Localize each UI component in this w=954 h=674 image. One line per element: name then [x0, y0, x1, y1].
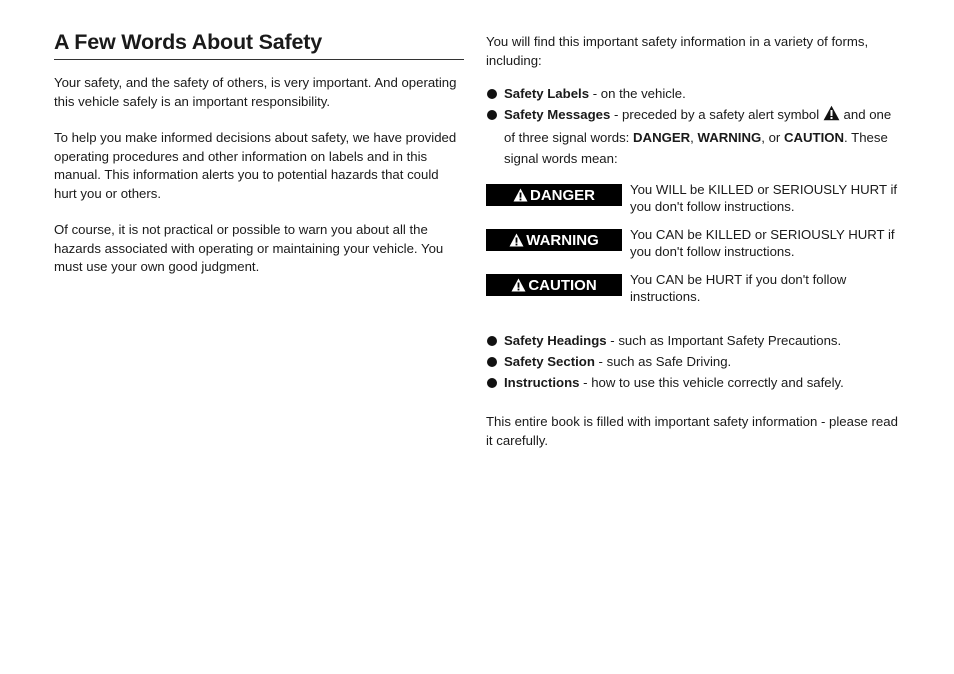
caution-label: CAUTION [528, 276, 597, 294]
alert-triangle-icon [511, 278, 526, 292]
signal-row-caution [486, 271, 900, 316]
left-column [54, 30, 464, 277]
desc-safety-labels: - on the vehicle. [589, 86, 686, 101]
warning-label: WARNING [526, 231, 599, 249]
list-item-safety-messages [486, 104, 900, 169]
signal-words-table [486, 181, 900, 316]
desc-instructions: - how to use this vehicle correctly and safely. [579, 375, 844, 390]
alert-triangle-icon [513, 188, 528, 202]
desc-safety-messages-tail: . These signal words mean: [504, 130, 888, 166]
list-item-safety-labels [486, 83, 900, 104]
closing-paragraph: This entire book is filled with important safety information - please read it carefully. [486, 414, 898, 448]
page-title: A Few Words About Safety [54, 30, 464, 60]
word-caution: CAUTION [783, 130, 845, 145]
caution-badge [486, 274, 622, 296]
danger-label: DANGER [529, 186, 595, 204]
bullet-icon [487, 110, 497, 120]
list-item-instructions [486, 372, 900, 393]
safety-alert-icon [823, 105, 840, 127]
caution-description: You CAN be HURT if you don't follow instructions. [630, 272, 847, 304]
forms-list [486, 83, 900, 169]
term-safety-section: Safety Section [504, 354, 595, 369]
desc-safety-headings: - such as Important Safety Precautions. [606, 333, 842, 348]
alert-triangle-icon [509, 233, 524, 247]
bullet-icon [487, 378, 497, 388]
paragraph-informed-decisions: To help you make informed decisions about safety, we have provided operating procedures and other information on labels and in this manual. This information alerts you to potential hazards that could hurt you or others. [54, 130, 457, 201]
desc-safety-messages-a: - preceded by a safety alert symbol [610, 107, 823, 122]
signal-row-warning [486, 226, 900, 271]
signal-row-danger [486, 181, 900, 226]
list-item-safety-section [486, 351, 900, 372]
more-forms-list [486, 330, 900, 393]
bullet-icon [487, 336, 497, 346]
bullet-icon [487, 357, 497, 367]
paragraph-intro: Your safety, and the safety of others, is very important. And operating this vehicle safely is an important responsibility. [54, 75, 457, 109]
right-column [486, 33, 900, 450]
term-instructions: Instructions [504, 375, 580, 390]
sep-1: , [690, 130, 698, 145]
forms-intro: You will find this important safety information in a variety of forms, including: [486, 34, 869, 68]
word-danger: DANGER [633, 130, 691, 145]
list-item-safety-headings [486, 330, 900, 351]
desc-safety-section: - such as Safe Driving. [594, 354, 732, 369]
desc-safety-messages-b: and one of three signal words: [504, 107, 892, 145]
danger-badge [486, 184, 622, 206]
danger-description: You WILL be KILLED or SERIOUSLY HURT if you don't follow instructions. [630, 182, 898, 214]
term-safety-headings: Safety Headings [504, 333, 607, 348]
warning-badge [486, 229, 622, 251]
term-safety-messages: Safety Messages [504, 107, 611, 122]
paragraph-judgment: Of course, it is not practical or possible to warn you about all the hazards associated with operating or maintaining your vehicle. You must use your own good judgment. [54, 222, 444, 274]
term-safety-labels: Safety Labels [504, 86, 590, 101]
bullet-icon [487, 89, 497, 99]
warning-description: You CAN be KILLED or SERIOUSLY HURT if you don't follow instructions. [630, 227, 895, 259]
sep-2: , or [761, 130, 784, 145]
word-warning: WARNING [697, 130, 762, 145]
